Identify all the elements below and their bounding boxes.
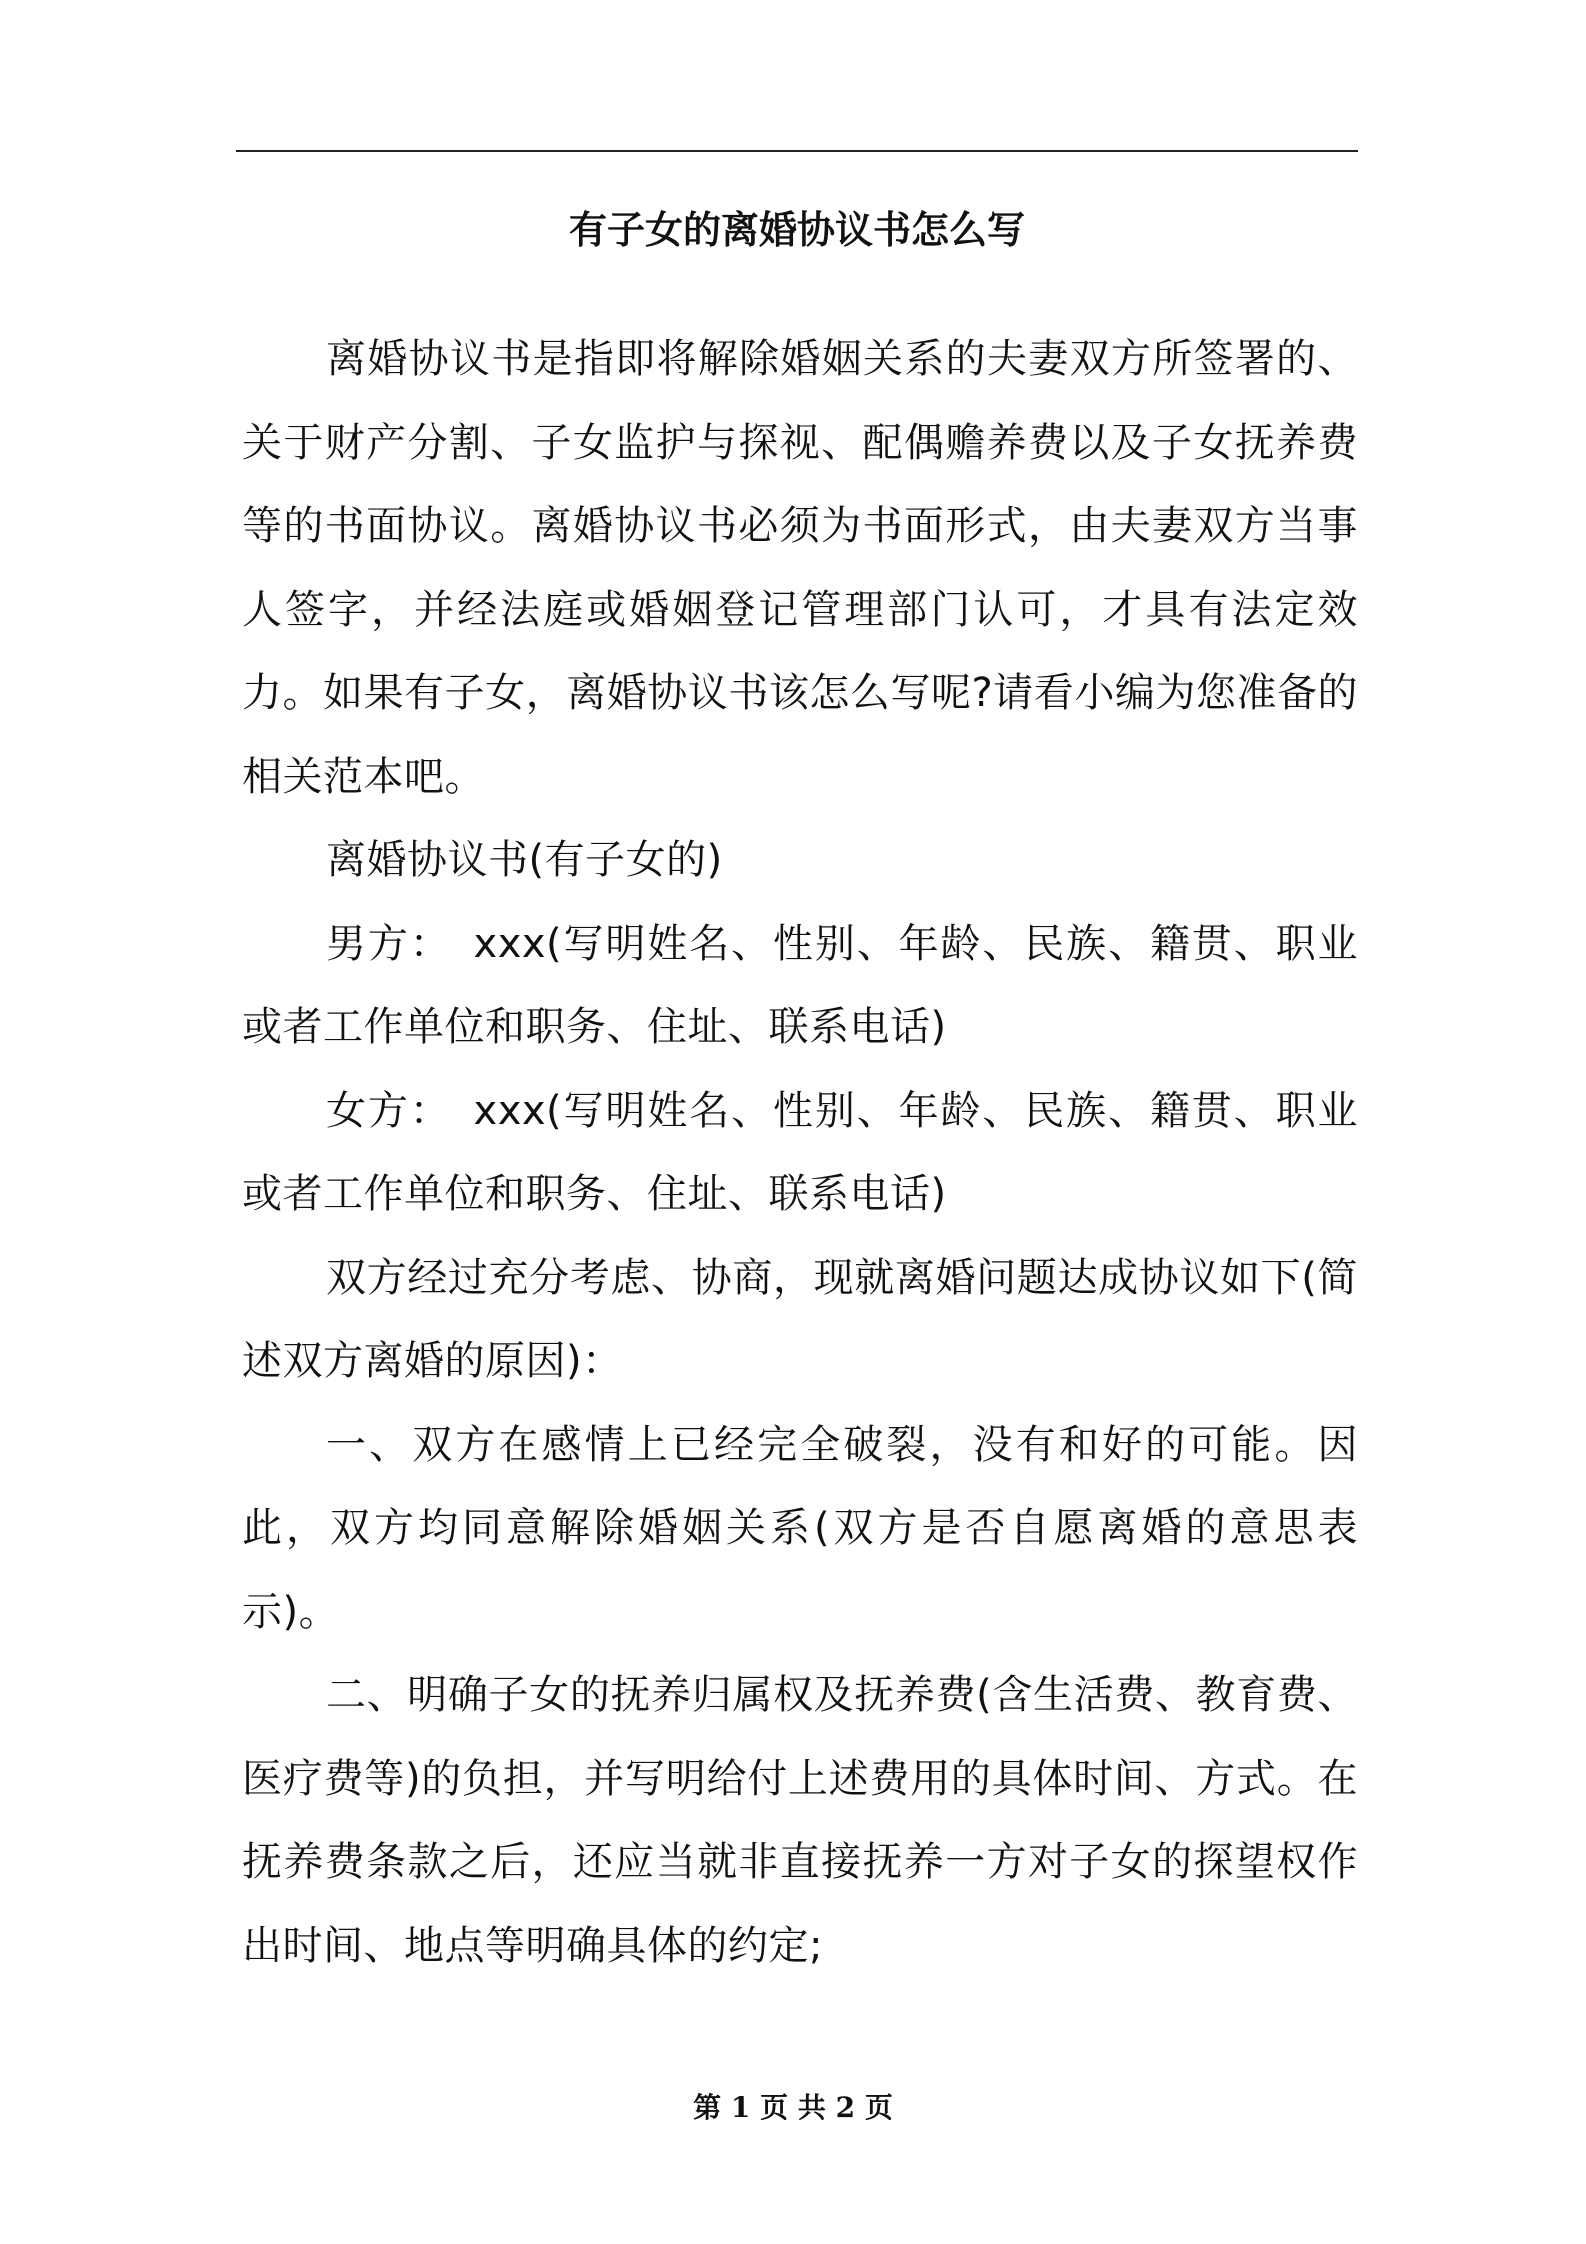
header-rule bbox=[236, 150, 1358, 152]
document-title: 有子女的离婚协议书怎么写 bbox=[568, 208, 1025, 252]
page-number-footer: 第 1 页 共 2 页 bbox=[693, 2091, 893, 2124]
agreement-heading: 离婚协议书(有子女的) bbox=[326, 837, 723, 883]
male-party-paragraph: 男方： xxx(写明姓名、性别、年龄、民族、籍贯、职业或者工作单位和职务、住址、联系电话) bbox=[242, 920, 1358, 1050]
female-party-paragraph: 女方： xxx(写明姓名、性别、年龄、民族、籍贯、职业或者工作单位和职务、住址、联系电话) bbox=[242, 1087, 1358, 1217]
consultation-paragraph: 双方经过充分考虑、协商，现就离婚问题达成协议如下(简述双方离婚的原因)： bbox=[242, 1254, 1358, 1384]
document-body bbox=[242, 318, 1358, 1988]
clause-two-paragraph: 二、明确子女的抚养归属权及抚养费(含生活费、教育费、医疗费等)的负担，并写明给付上述费用的具体时间、方式。在抚养费条款之后，还应当就非直接抚养一方对子女的探望权作出时间、地点等明确具体的约定; bbox=[242, 1672, 1358, 1969]
intro-paragraph: 离婚协议书是指即将解除婚姻关系的夫妻双方所签署的、关于财产分割、子女监护与探视、配偶赡养费以及子女抚养费等的书面协议。离婚协议书必须为书面形式，由夫妻双方当事人签字，并经法庭或婚姻登记管理部门认可，才具有法定效力。如果有子女，离婚协议书该怎么写呢?请看小编为您准备的相关范本吧。 bbox=[242, 336, 1358, 800]
clause-one-paragraph: 一、双方在感情上已经完全破裂，没有和好的可能。因此，双方均同意解除婚姻关系(双方是否自愿离婚的意思表示)。 bbox=[242, 1421, 1358, 1635]
